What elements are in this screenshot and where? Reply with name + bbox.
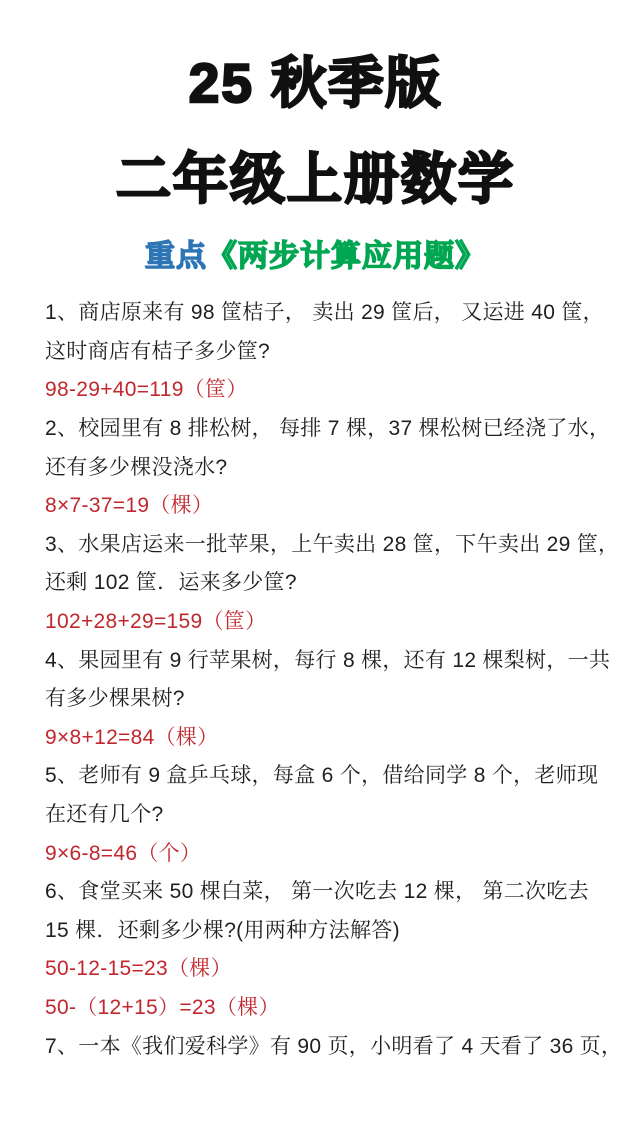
subtitle: [0, 237, 631, 277]
question-line: 这时商店有桔子多少筐?: [45, 339, 270, 363]
question-line: 4、果园里有 9 行苹果树，每行 8 棵，还有 12 棵梨树，一共: [45, 648, 611, 672]
question-line: 还有多少棵没浇水?: [45, 455, 228, 479]
question-line: 2、校园里有 8 排松树， 每排 7 棵，37 棵松树已经浇了水，: [45, 417, 611, 441]
problem-7: [45, 1025, 623, 1064]
answer-line: 98-29+40=119（筐）: [45, 378, 248, 402]
page-title-edition: 25 秋季版: [188, 52, 443, 114]
question-line: 在还有几个?: [45, 803, 164, 827]
question-line: 有多少棵果树?: [45, 687, 185, 711]
question-line: 7、一本《我们爱科学》有 90 页，小明看了 4 天看了 36 页，: [45, 1034, 623, 1058]
question-line: 6、食堂买来 50 棵白菜， 第一次吃去 12 棵， 第二次吃去: [45, 880, 590, 904]
answer-line: 9×8+12=84（棵）: [45, 725, 219, 749]
subtitle-keyword: 重点: [145, 240, 207, 273]
problem-list: [45, 292, 623, 1064]
question-line: 还剩 102 筐．运来多少筐?: [45, 571, 297, 595]
question-line: 1、商店原来有 98 筐桔子， 卖出 29 筐后， 又运进 40 筐，: [45, 301, 604, 325]
answer-line: 102+28+29=159（筐）: [45, 610, 267, 634]
problem-2: [45, 408, 613, 524]
problem-1: [45, 292, 613, 408]
question-line: 15 棵．还剩多少棵?(用两种方法解答): [45, 918, 400, 942]
question-line: 5、老师有 9 盒乒乓球，每盒 6 个，借给同学 8 个，老师现: [45, 764, 599, 788]
answer-line: 8×7-37=19（棵）: [45, 494, 214, 518]
subtitle-topic: 《两步计算应用题》: [207, 240, 486, 273]
question-line: 3、水果店运来一批苹果，上午卖出 28 筐，下午卖出 29 筐，: [45, 532, 620, 556]
problem-3: [45, 524, 620, 640]
page-title-grade-subject: 二年级上册数学: [115, 148, 515, 210]
answer-line: 50-（12+15）=23（棵）: [45, 995, 280, 1019]
answer-line: 50-12-15=23（棵）: [45, 957, 232, 981]
problem-4: [45, 639, 613, 755]
problem-5: [45, 755, 613, 871]
answer-line: 9×6-8=46（个）: [45, 841, 202, 865]
problem-6: [45, 871, 613, 1025]
